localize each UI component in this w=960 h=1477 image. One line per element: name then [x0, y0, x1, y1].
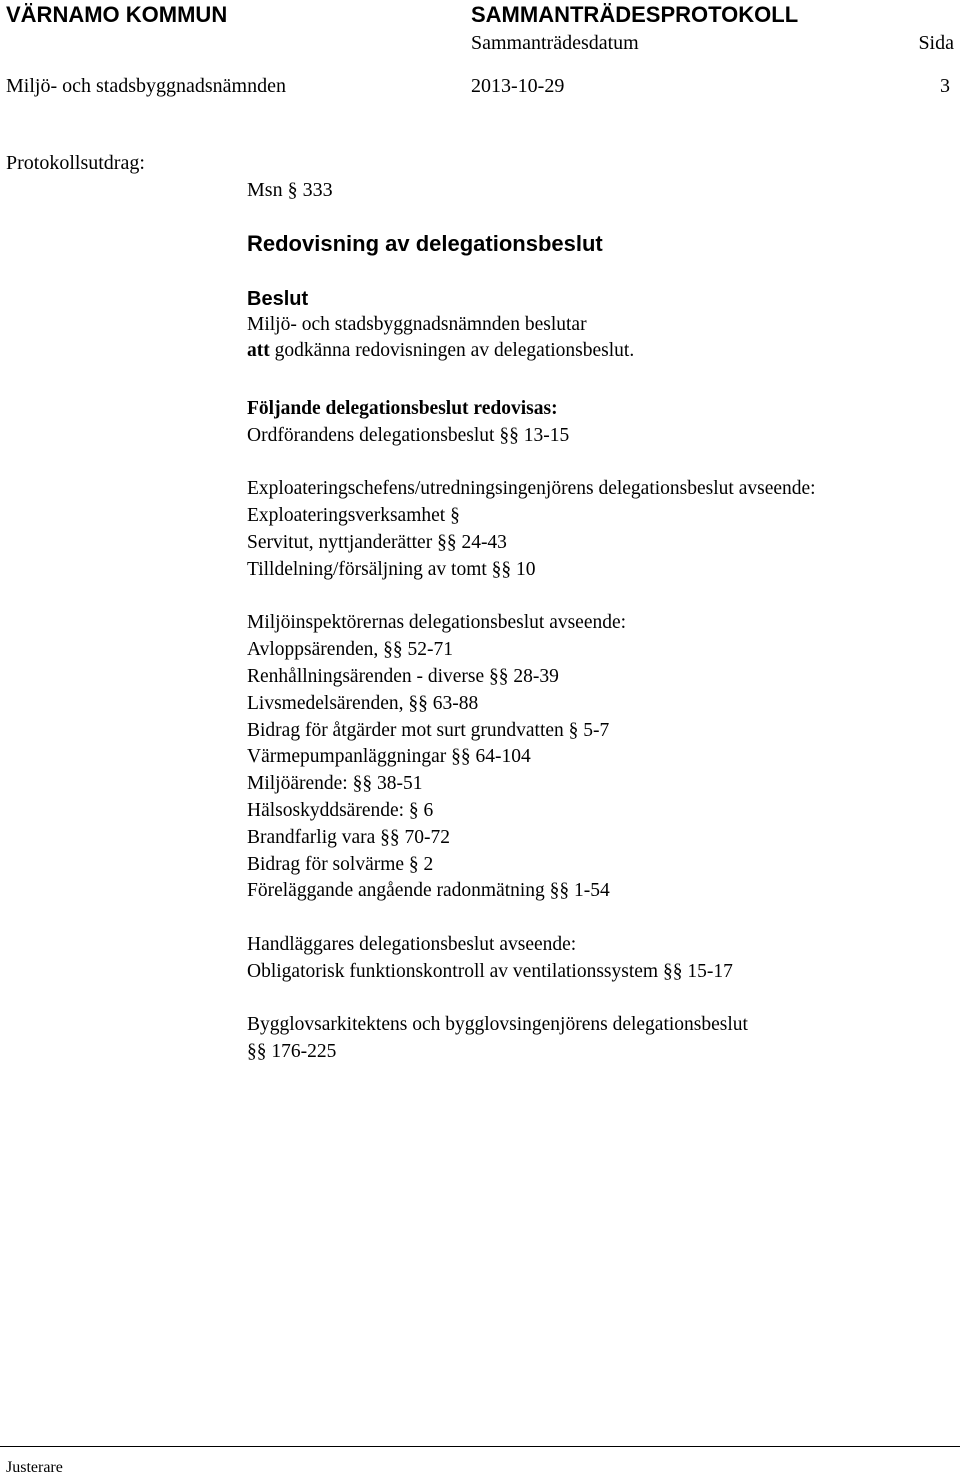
section-line: Obligatorisk funktionskontroll av ventilationssystem §§ 15-17 [247, 960, 733, 982]
section-line: Livsmedelsärenden, §§ 63-88 [247, 692, 479, 714]
page-number: 3 [940, 75, 950, 97]
page-label: Sida [918, 32, 954, 54]
decision-block [247, 286, 634, 364]
section-line: Miljöärende: §§ 38-51 [247, 773, 423, 795]
decision-att-line [247, 338, 634, 364]
section-line: Hälsoskyddsärende: § 6 [247, 799, 434, 821]
section-line: Föreläggande angående radonmätning §§ 1-54 [247, 880, 610, 902]
section-line: Exploateringsverksamhet § [247, 505, 460, 527]
document-type: SAMMANTRÄDESPROTOKOLL [471, 2, 799, 27]
section-line: Brandfarlig vara §§ 70-72 [247, 826, 451, 848]
date-label: Sammanträdesdatum [471, 32, 639, 54]
decision-line: Miljö- och stadsbyggnadsnämnden beslutar [247, 314, 587, 335]
case-number: Msn § 333 [247, 179, 333, 201]
section-line: Värmepumpanläggningar §§ 64-104 [247, 746, 531, 768]
decision-heading: Beslut [247, 288, 309, 310]
page-title: Redovisning av delegationsbeslut [247, 231, 603, 256]
committee-name: Miljö- och stadsbyggnadsnämnden [6, 75, 286, 97]
section-heading: Handläggares delegationsbeslut avseende: [247, 933, 577, 955]
extract-label: Protokollsutdrag: [6, 152, 145, 174]
section-line: Avloppsärenden, §§ 52-71 [247, 639, 453, 661]
meeting-date: 2013-10-29 [471, 75, 565, 97]
section-line: Bidrag för åtgärder mot surt grundvatten § 5-7 [247, 719, 610, 741]
att-word: att [247, 340, 270, 361]
delegation-list [247, 396, 816, 1066]
section-heading: Exploateringschefens/utredningsingenjörens delegationsbeslut avseende: [247, 478, 816, 500]
section-line: Renhållningsärenden - diverse §§ 28-39 [247, 665, 559, 687]
org-name: VÄRNAMO KOMMUN [6, 2, 228, 27]
section-heading: Miljöinspektörernas delegationsbeslut avseende: [247, 612, 627, 634]
section-line: Ordförandens delegationsbeslut §§ 13-15 [247, 424, 570, 446]
section-heading: Bygglovsarkitektens och bygglovsingenjörens delegationsbeslut [247, 1014, 748, 1036]
section-line: Servitut, nyttjanderätter §§ 24-43 [247, 531, 507, 553]
footer-divider [0, 1446, 960, 1447]
decision-rest: godkänna redovisningen av delegationsbeslut. [269, 340, 635, 361]
section-line: Tilldelning/försäljning av tomt §§ 10 [247, 558, 536, 580]
section-heading: Följande delegationsbeslut redovisas: [247, 398, 558, 419]
section-line: Bidrag för solvärme § 2 [247, 853, 434, 875]
section-line: §§ 176-225 [247, 1041, 337, 1063]
footer-label: Justerare [6, 1459, 63, 1476]
